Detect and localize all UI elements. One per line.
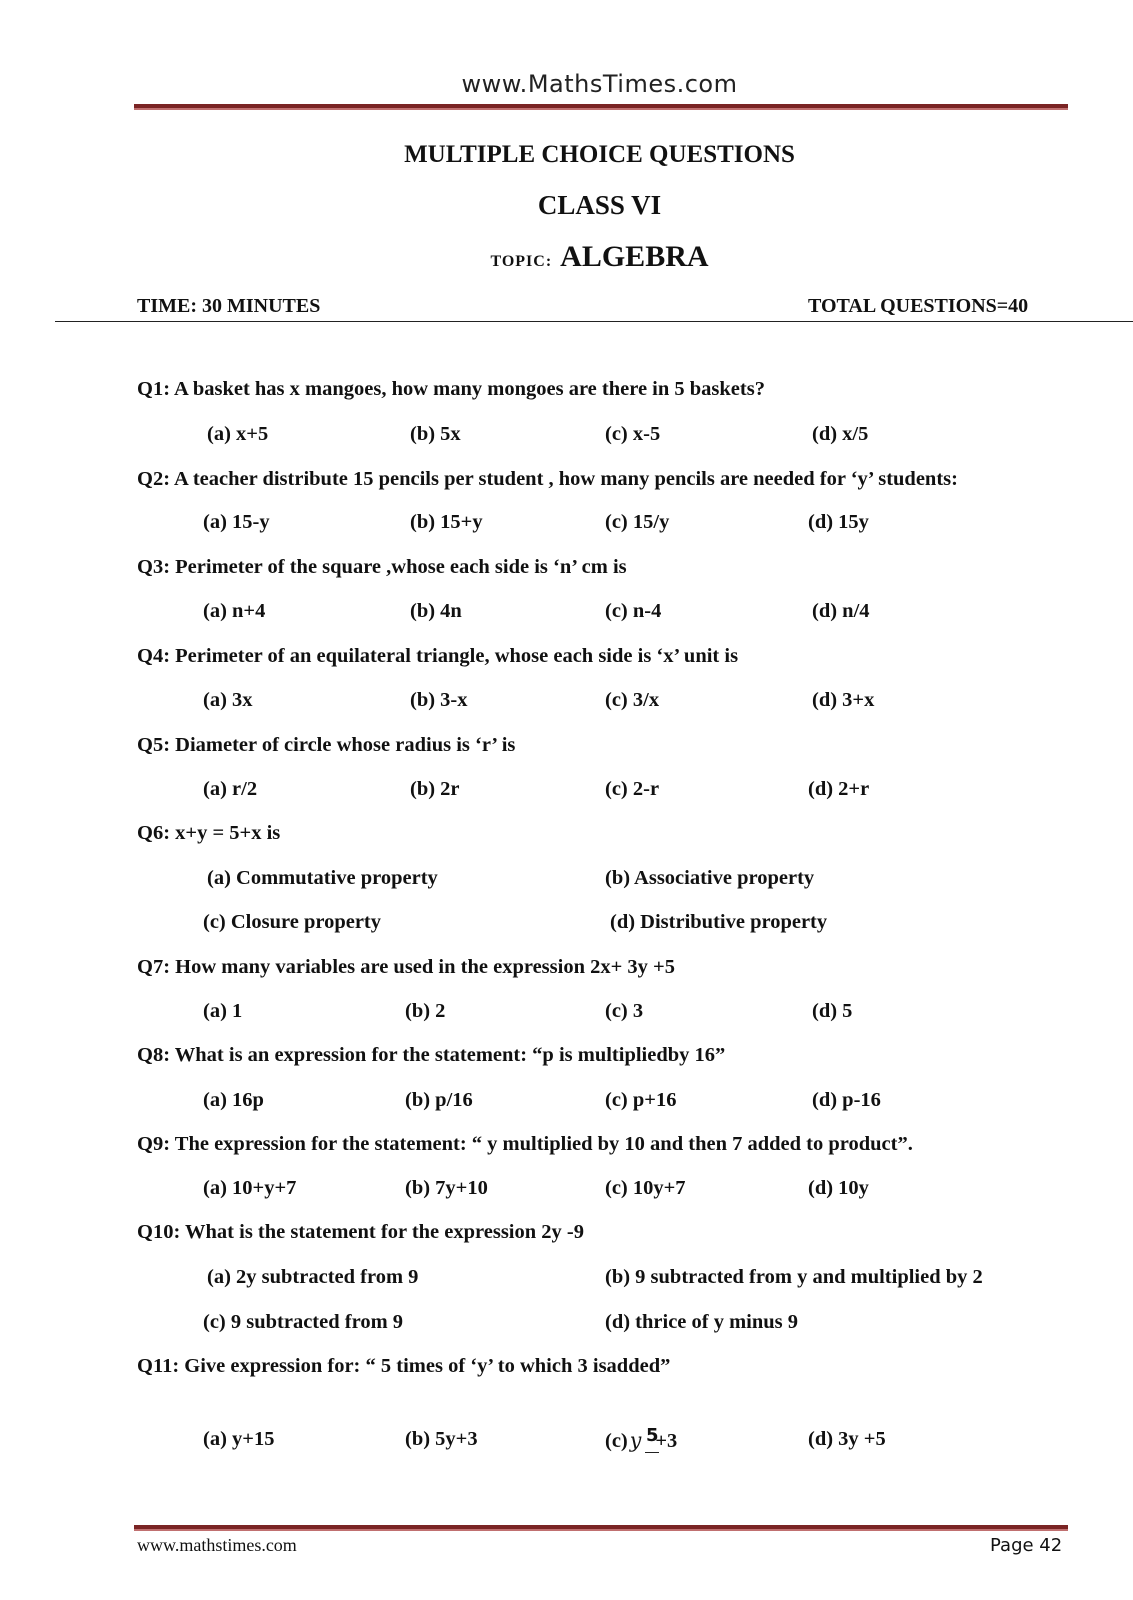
time-limit: TIME: 30 MINUTES <box>137 295 321 317</box>
q5-option-b: (b) 2r <box>410 778 460 800</box>
q7-option-b: (b) 2 <box>405 1000 446 1022</box>
question-10: Q10: What is the statement for the expression 2y -9 <box>137 1221 584 1243</box>
q2-option-c: (c) 15/y <box>605 511 670 533</box>
q11-option-d: (d) 3y +5 <box>808 1428 886 1450</box>
q6-option-b: (b) Associative property <box>605 867 815 889</box>
q10-option-a: (a) 2y subtracted from 9 <box>207 1266 419 1288</box>
q11-option-c-denominator: y <box>629 1428 642 1452</box>
topic-value: ALGEBRA <box>560 240 709 273</box>
q5-option-d: (d) 2+r <box>808 778 870 800</box>
q3-option-a: (a) n+4 <box>203 600 266 622</box>
q1-option-b: (b) 5x <box>410 423 461 445</box>
q1-option-c: (c) x-5 <box>605 423 661 445</box>
q3-option-d: (d) n/4 <box>812 600 870 622</box>
q8-option-b: (b) p/16 <box>405 1089 473 1111</box>
question-9: Q9: The expression for the statement: “ y multiplied by 10 and then 7 added to product”. <box>137 1133 913 1155</box>
page-title: MULTIPLE CHOICE QUESTIONS <box>404 141 795 168</box>
question-11: Q11: Give expression for: “ 5 times of ‘y’ to which 3 isadded” <box>137 1355 671 1377</box>
q3-option-b: (b) 4n <box>410 600 462 622</box>
q11-option-b: (b) 5y+3 <box>405 1428 478 1450</box>
q3-option-c: (c) n-4 <box>605 600 662 622</box>
question-2: Q2: A teacher distribute 15 pencils per student , how many pencils are needed for ‘y’ students: <box>137 468 958 490</box>
q7-option-c: (c) 3 <box>605 1000 644 1022</box>
q9-option-b: (b) 7y+10 <box>405 1177 488 1199</box>
q11-option-a: (a) y+15 <box>203 1428 275 1450</box>
class-heading: CLASS VI <box>537 190 662 220</box>
question-5: Q5: Diameter of circle whose radius is ‘r’ is <box>137 734 516 756</box>
q4-option-d: (d) 3+x <box>812 689 875 711</box>
q6-option-d: (d) Distributive property <box>610 911 828 933</box>
q5-option-c: (c) 2-r <box>605 778 660 800</box>
q4-option-a: (a) 3x <box>203 689 253 711</box>
question-8: Q8: What is an expression for the statement: “p is multipliedby 16” <box>137 1044 726 1066</box>
q9-option-c: (c) 10y+7 <box>605 1177 686 1199</box>
q5-option-a: (a) r/2 <box>203 778 258 800</box>
q9-option-d: (d) 10y <box>808 1177 869 1199</box>
footer-rule <box>134 1525 1068 1531</box>
q8-option-d: (d) p-16 <box>812 1089 881 1111</box>
q8-option-c: (c) p+16 <box>605 1089 677 1111</box>
question-7: Q7: How many variables are used in the expression 2x+ 3y +5 <box>137 956 675 978</box>
q10-option-b: (b) 9 subtracted from y and multiplied by 2 <box>605 1266 983 1288</box>
meta-rule <box>55 321 1133 322</box>
total-questions: TOTAL QUESTIONS=40 <box>808 295 1029 317</box>
header-rule <box>134 104 1068 110</box>
q6-option-a: (a) Commutative property <box>207 867 438 889</box>
site-header-url: www.MathsTimes.com <box>461 70 738 98</box>
q10-option-d: (d) thrice of y minus 9 <box>605 1311 799 1333</box>
q1-option-a: (a) x+5 <box>207 423 269 445</box>
footer-site: www.mathstimes.com <box>137 1535 297 1555</box>
q9-option-a: (a) 10+y+7 <box>203 1177 297 1199</box>
q2-option-b: (b) 15+y <box>410 511 483 533</box>
topic-heading <box>0 240 1133 274</box>
q4-option-b: (b) 3-x <box>410 689 468 711</box>
question-3: Q3: Perimeter of the square ,whose each side is ‘n’ cm is <box>137 556 627 578</box>
question-6: Q6: x+y = 5+x is <box>137 822 281 844</box>
q7-option-a: (a) 1 <box>203 1000 243 1022</box>
q11-option-c-rest: +3 <box>655 1430 678 1452</box>
q2-option-d: (d) 15y <box>808 511 869 533</box>
q4-option-c: (c) 3/x <box>605 689 660 711</box>
q1-option-d: (d) x/5 <box>812 423 869 445</box>
question-4: Q4: Perimeter of an equilateral triangle, whose each side is ‘x’ unit is <box>137 645 739 667</box>
q2-option-a: (a) 15-y <box>203 511 270 533</box>
topic-label: TOPIC: <box>490 253 553 270</box>
q7-option-d: (d) 5 <box>812 1000 853 1022</box>
q6-option-c: (c) Closure property <box>203 911 382 933</box>
question-1: Q1: A basket has x mangoes, how many mongoes are there in 5 baskets? <box>137 378 765 400</box>
q11-option-c-label: (c) <box>605 1430 628 1452</box>
q11-option-c <box>605 1428 677 1453</box>
q11-option-c-numerator: 5 <box>646 1425 659 1446</box>
q11-fraction-bar <box>645 1452 659 1453</box>
page-number: Page 42 <box>990 1535 1063 1556</box>
q8-option-a: (a) 16p <box>203 1089 264 1111</box>
q10-option-c: (c) 9 subtracted from 9 <box>203 1311 404 1333</box>
